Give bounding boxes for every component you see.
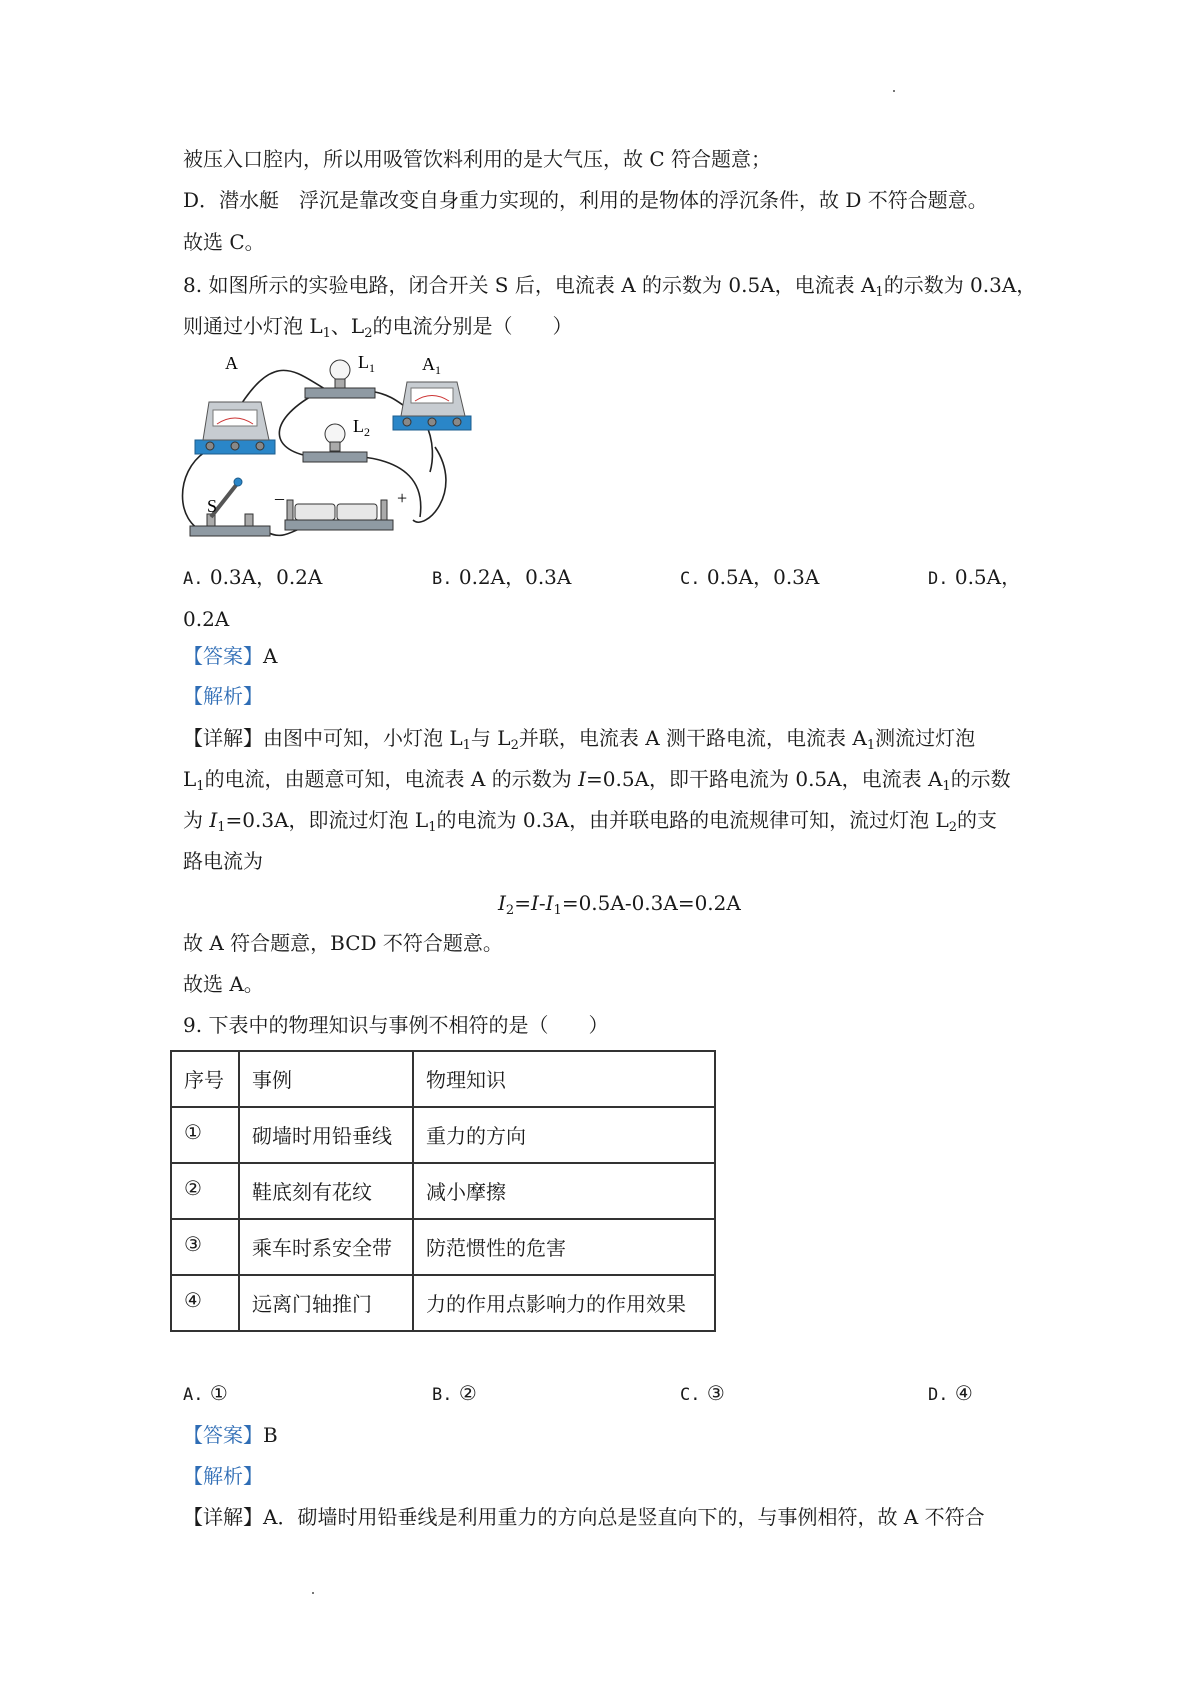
label-a1: $A_1$	[422, 354, 441, 377]
option-c[interactable]: C. ③	[680, 1381, 725, 1405]
table-cell: ①	[171, 1107, 239, 1163]
circuit-diagram	[175, 352, 495, 552]
table-header-cell: 事例	[239, 1051, 413, 1107]
label-a: A	[225, 353, 238, 373]
table-header-row	[171, 1051, 715, 1107]
ammeter-a	[195, 402, 275, 454]
table-cell: 砌墙时用铅垂线	[239, 1107, 413, 1163]
detail-line: 故选 A。	[183, 972, 264, 996]
analysis-tag: 【解析】	[183, 684, 263, 708]
answer-line: 【答案】A	[183, 644, 278, 668]
question-8-stem: 8. 如图所示的实验电路，闭合开关 S 后，电流表 A 的示数为 0.5A，电流表 $A_1$的示数为 0.3A，	[183, 273, 1037, 300]
question-9-stem: 9. 下表中的物理知识与事例不相符的是（ ）	[183, 1013, 609, 1037]
table-cell: ④	[171, 1275, 239, 1331]
table-cell: 乘车时系安全带	[239, 1219, 413, 1275]
table-cell: ②	[171, 1163, 239, 1219]
label-plus: +	[397, 488, 408, 508]
table-header-cell: 序号	[171, 1051, 239, 1107]
table-cell: 重力的方向	[413, 1107, 715, 1163]
table-cell: 远离门轴推门	[239, 1275, 413, 1331]
wire	[413, 447, 446, 522]
page-speck	[893, 90, 895, 92]
detail-line: 路电流为	[183, 849, 263, 873]
text-line: D．潜水艇 浮沉是靠改变自身重力实现的，利用的是物体的浮沉条件，故 D 不符合题意。	[183, 188, 988, 212]
label-s: S	[207, 496, 218, 516]
table-header-cell: 物理知识	[413, 1051, 715, 1107]
table-cell: 力的作用点影响力的作用效果	[413, 1275, 715, 1331]
equation: $I_2=I-I_1=0.5A-0.3A=0.2A$	[498, 891, 741, 918]
option-d[interactable]: D. 0.5A，	[928, 565, 1022, 589]
table-row	[171, 1219, 715, 1275]
answer-line: 【答案】B	[183, 1423, 278, 1447]
table-row	[171, 1163, 715, 1219]
label-l2: $L_2$	[353, 416, 370, 439]
option-d-wrap: 0.2A	[183, 607, 230, 631]
option-a[interactable]: A. ①	[183, 1381, 228, 1405]
detail-line: $L_1$的电流，由题意可知，电流表 A 的示数为 I=0.5A，即干路电流为 0.5A，电流表 $A_1$的示数	[183, 767, 1011, 794]
table-cell: 减小摩擦	[413, 1163, 715, 1219]
wire	[279, 394, 315, 457]
detail-line: 故 A 符合题意，BCD 不符合题意。	[183, 931, 503, 955]
table-row	[171, 1275, 715, 1331]
switch-s	[190, 478, 270, 536]
analysis-tag: 【解析】	[183, 1464, 263, 1488]
table-row	[171, 1107, 715, 1163]
option-a[interactable]: A. 0.3A，0.2A	[183, 565, 323, 589]
option-b[interactable]: B. ②	[432, 1381, 477, 1405]
wire	[183, 452, 206, 532]
table-cell: 鞋底刻有花纹	[239, 1163, 413, 1219]
battery-holder	[285, 500, 393, 530]
knowledge-table	[170, 1050, 716, 1332]
option-c[interactable]: C. 0.5A，0.3A	[680, 565, 820, 589]
option-d[interactable]: D. ④	[928, 1381, 973, 1405]
detail-line: 【详解】由图中可知，小灯泡 $L_1$与 $L_2$并联，电流表 A 测干路电流，电流表 $A_1$测流过灯泡	[183, 726, 976, 753]
table-cell: 防范惯性的危害	[413, 1219, 715, 1275]
question-8-stem-2: 则通过小灯泡 $L_1$、$L_2$的电流分别是（ ）	[183, 314, 573, 341]
option-b[interactable]: B. 0.2A，0.3A	[432, 565, 572, 589]
label-l1: $L_1$	[358, 352, 375, 375]
text-line: 被压入口腔内，所以用吸管饮料利用的是大气压，故 C 符合题意；	[183, 147, 772, 171]
detail-line: 为 $I_1=0.3A$，即流过灯泡 $L_1$的电流为 0.3A，由并联电路的电流规律可知，流过灯泡 $L_2$的支	[183, 808, 998, 835]
label-minus: –	[275, 488, 284, 508]
table-cell: ③	[171, 1219, 239, 1275]
text-line: 故选 C。	[183, 230, 265, 254]
page-speck	[312, 1592, 314, 1594]
ammeter-a1	[393, 382, 471, 430]
detail-line: 【详解】A．砌墙时用铅垂线是利用重力的方向总是竖直向下的，与事例相符，故 A 不符合	[183, 1505, 985, 1529]
